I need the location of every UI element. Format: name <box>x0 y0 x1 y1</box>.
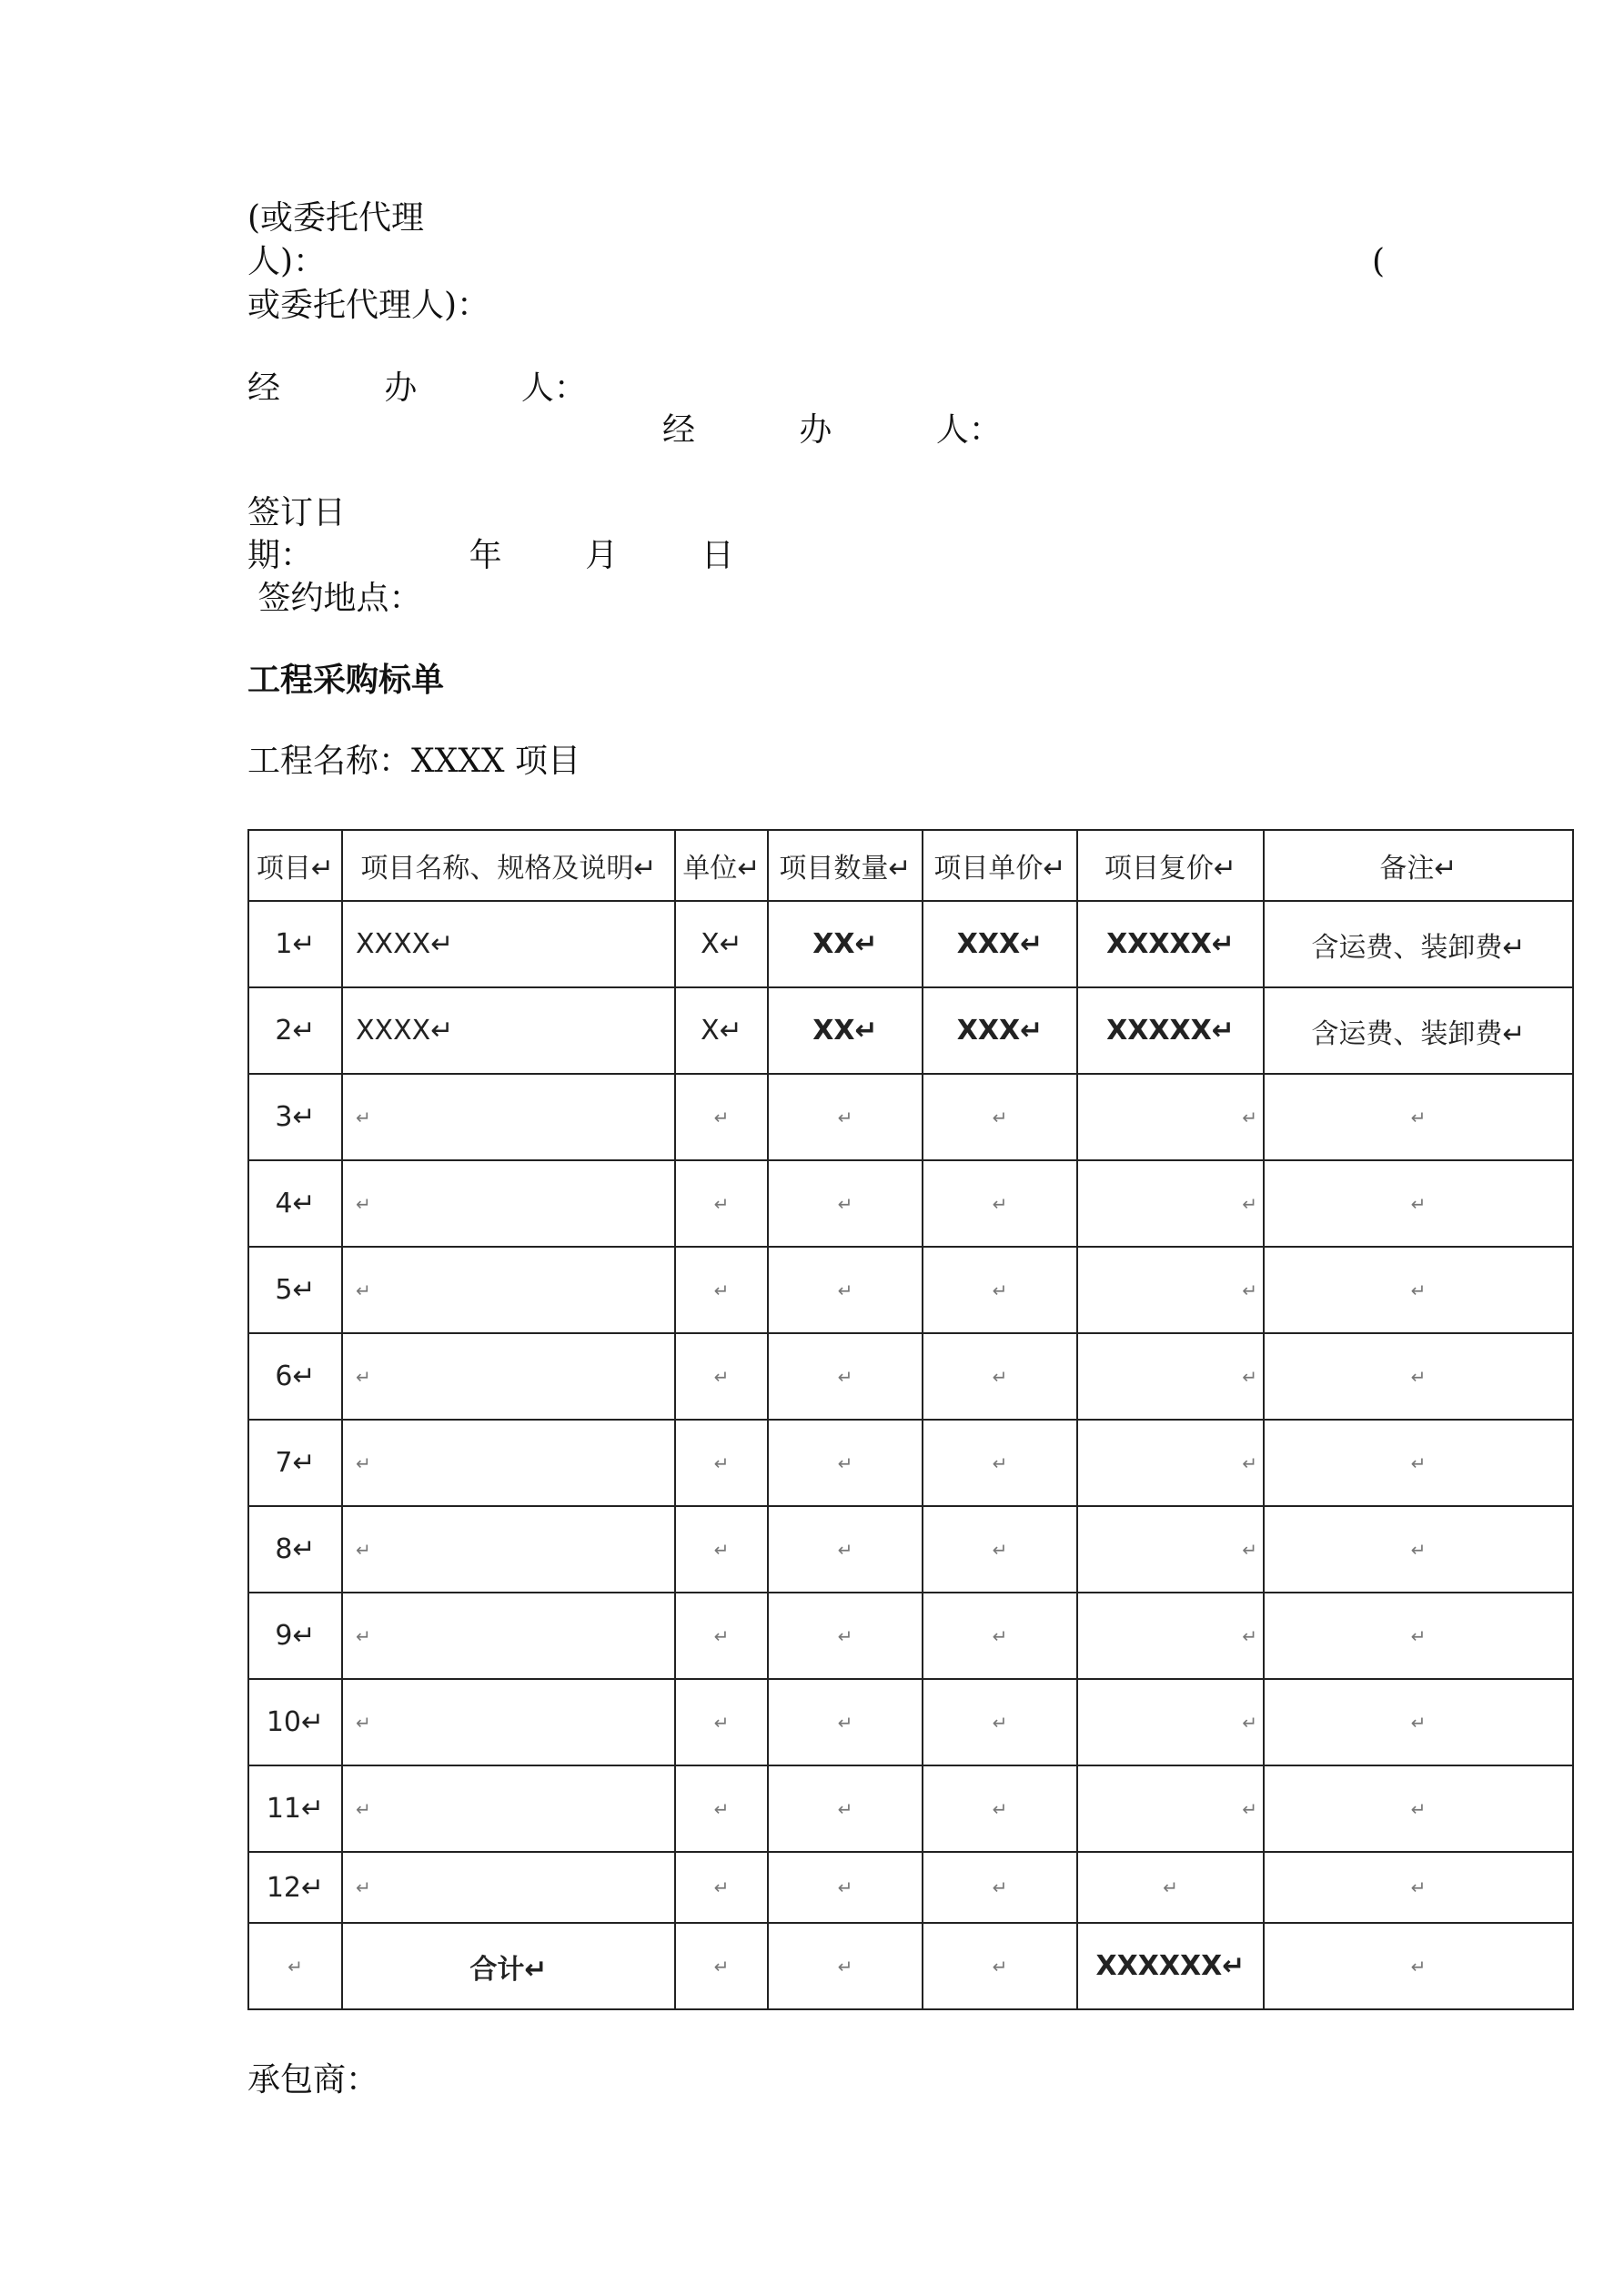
header-total-price: 项目复价↵ <box>1077 830 1264 901</box>
table-row <box>248 1765 1573 1852</box>
cell-unit-price: ↵ <box>923 1333 1077 1420</box>
cell-remarks: ↵ <box>1264 1852 1573 1923</box>
cell-total-unit: ↵ <box>675 1923 768 2009</box>
cell-total-remarks: ↵ <box>1264 1923 1573 2009</box>
cell-quantity: ↵ <box>768 1074 923 1160</box>
cell-quantity: ↵ <box>768 1679 923 1765</box>
cell-total-price: ↵ <box>1077 1593 1264 1679</box>
table-row <box>248 1679 1573 1765</box>
cell-total-price: ↵ <box>1077 1160 1264 1247</box>
date-line-1: 签订日 <box>247 494 347 531</box>
table-row <box>248 1074 1573 1160</box>
cell-unit-price: ↵ <box>923 1420 1077 1506</box>
cell-name-spec: ↵ <box>342 1247 675 1333</box>
cell-item-no: 3↵ <box>248 1074 342 1160</box>
cell-quantity: XX↵ <box>768 987 923 1074</box>
cell-remarks: ↵ <box>1264 1247 1573 1333</box>
cell-unit-price: XXX↵ <box>923 901 1077 987</box>
cell-unit-price: ↵ <box>923 1074 1077 1160</box>
agent-line-1: (或委托代理 <box>247 199 425 237</box>
handler-right: 经 办 人： <box>662 411 1002 449</box>
table-row <box>248 901 1573 987</box>
header-unit: 单位↵ <box>675 830 768 901</box>
cell-name-spec: ↵ <box>342 1420 675 1506</box>
cell-item-no: 6↵ <box>248 1333 342 1420</box>
cell-unit-price: XXX↵ <box>923 987 1077 1074</box>
cell-remarks: ↵ <box>1264 1679 1573 1765</box>
contractor-label: 承包商： <box>247 2061 379 2099</box>
cell-unit: ↵ <box>675 1679 768 1765</box>
table-row <box>248 1160 1573 1247</box>
cell-total-price: ↵ <box>1077 1074 1264 1160</box>
table-row <box>248 1593 1573 1679</box>
cell-remarks: ↵ <box>1264 1765 1573 1852</box>
cell-unit: ↵ <box>675 1593 768 1679</box>
cell-name-spec: XXXX↵ <box>342 901 675 987</box>
cell-unit-price: ↵ <box>923 1852 1077 1923</box>
cell-unit: ↵ <box>675 1074 768 1160</box>
table-row <box>248 1852 1573 1923</box>
cell-quantity: ↵ <box>768 1420 923 1506</box>
date-line-2: 期： 年 月 日 <box>247 537 734 574</box>
cell-remarks: 含运费、装卸费↵ <box>1264 901 1573 987</box>
cell-item-no: 10↵ <box>248 1679 342 1765</box>
cell-remarks: ↵ <box>1264 1593 1573 1679</box>
cell-unit: ↵ <box>675 1160 768 1247</box>
header-remarks: 备注↵ <box>1264 830 1573 901</box>
cell-remarks: ↵ <box>1264 1333 1573 1420</box>
cell-remarks: ↵ <box>1264 1506 1573 1593</box>
cell-total-label: 合计↵ <box>342 1923 675 2009</box>
cell-remarks: ↵ <box>1264 1420 1573 1506</box>
cell-unit: ↵ <box>675 1247 768 1333</box>
cell-name-spec: ↵ <box>342 1074 675 1160</box>
cell-unit: X↵ <box>675 987 768 1074</box>
cell-total-price: ↵ <box>1077 1506 1264 1593</box>
cell-unit: ↵ <box>675 1506 768 1593</box>
cell-total-price: ↵ <box>1077 1247 1264 1333</box>
agent-line-2: 人)： <box>247 243 327 280</box>
cell-total-item-no: ↵ <box>248 1923 342 2009</box>
cell-quantity: ↵ <box>768 1333 923 1420</box>
cell-quantity: ↵ <box>768 1506 923 1593</box>
cell-remarks: 含运费、装卸费↵ <box>1264 987 1573 1074</box>
cell-name-spec: ↵ <box>342 1593 675 1679</box>
table-header-row <box>248 830 1573 901</box>
cell-grand-total: XXXXXX↵ <box>1077 1923 1264 2009</box>
cell-total-price: XXXXX↵ <box>1077 987 1264 1074</box>
cell-item-no: 11↵ <box>248 1765 342 1852</box>
cell-name-spec: ↵ <box>342 1679 675 1765</box>
cell-quantity: ↵ <box>768 1160 923 1247</box>
cell-item-no: 2↵ <box>248 987 342 1074</box>
cell-name-spec: ↵ <box>342 1852 675 1923</box>
project-name: 工程名称：XXXX 项目 <box>247 743 580 780</box>
cell-name-spec: ↵ <box>342 1160 675 1247</box>
cell-quantity: ↵ <box>768 1247 923 1333</box>
cell-item-no: 7↵ <box>248 1420 342 1506</box>
cell-unit: ↵ <box>675 1852 768 1923</box>
header-item-no: 项目↵ <box>248 830 342 901</box>
agent-right-paren: ( <box>1372 243 1386 280</box>
cell-name-spec: XXXX↵ <box>342 987 675 1074</box>
bid-table-wrapper <box>247 829 1572 2010</box>
cell-total-price: ↵ <box>1077 1852 1264 1923</box>
header-quantity: 项目数量↵ <box>768 830 923 901</box>
table-row <box>248 987 1573 1074</box>
cell-unit: X↵ <box>675 901 768 987</box>
cell-unit: ↵ <box>675 1765 768 1852</box>
cell-item-no: 5↵ <box>248 1247 342 1333</box>
cell-unit: ↵ <box>675 1333 768 1420</box>
cell-total-unit-price: ↵ <box>923 1923 1077 2009</box>
cell-unit-price: ↵ <box>923 1506 1077 1593</box>
sign-place: 签约地点： <box>247 580 422 617</box>
cell-item-no: 4↵ <box>248 1160 342 1247</box>
cell-unit: ↵ <box>675 1420 768 1506</box>
table-row <box>248 1333 1573 1420</box>
cell-quantity: ↵ <box>768 1852 923 1923</box>
document-title: 工程采购标单 <box>247 662 445 699</box>
cell-name-spec: ↵ <box>342 1506 675 1593</box>
header-name-spec: 项目名称、规格及说明↵ <box>342 830 675 901</box>
cell-unit-price: ↵ <box>923 1679 1077 1765</box>
cell-item-no: 12↵ <box>248 1852 342 1923</box>
cell-item-no: 1↵ <box>248 901 342 987</box>
cell-quantity: ↵ <box>768 1593 923 1679</box>
cell-name-spec: ↵ <box>342 1765 675 1852</box>
cell-remarks: ↵ <box>1264 1074 1573 1160</box>
cell-total-price: ↵ <box>1077 1333 1264 1420</box>
cell-item-no: 8↵ <box>248 1506 342 1593</box>
cell-total-price: XXXXX↵ <box>1077 901 1264 987</box>
cell-unit-price: ↵ <box>923 1247 1077 1333</box>
cell-quantity: XX↵ <box>768 901 923 987</box>
cell-total-quantity: ↵ <box>768 1923 923 2009</box>
cell-name-spec: ↵ <box>342 1333 675 1420</box>
bid-table <box>247 829 1574 2010</box>
header-unit-price: 项目单价↵ <box>923 830 1077 901</box>
table-row <box>248 1247 1573 1333</box>
cell-quantity: ↵ <box>768 1765 923 1852</box>
cell-total-price: ↵ <box>1077 1765 1264 1852</box>
cell-item-no: 9↵ <box>248 1593 342 1679</box>
agent-line-3: 或委托代理人)： <box>247 287 490 324</box>
handler-left: 经 办 人： <box>247 369 587 407</box>
cell-unit-price: ↵ <box>923 1160 1077 1247</box>
cell-unit-price: ↵ <box>923 1593 1077 1679</box>
cell-total-price: ↵ <box>1077 1679 1264 1765</box>
total-row <box>248 1923 1573 2009</box>
table-row <box>248 1506 1573 1593</box>
table-row <box>248 1420 1573 1506</box>
cell-unit-price: ↵ <box>923 1765 1077 1852</box>
cell-remarks: ↵ <box>1264 1160 1573 1247</box>
cell-total-price: ↵ <box>1077 1420 1264 1506</box>
